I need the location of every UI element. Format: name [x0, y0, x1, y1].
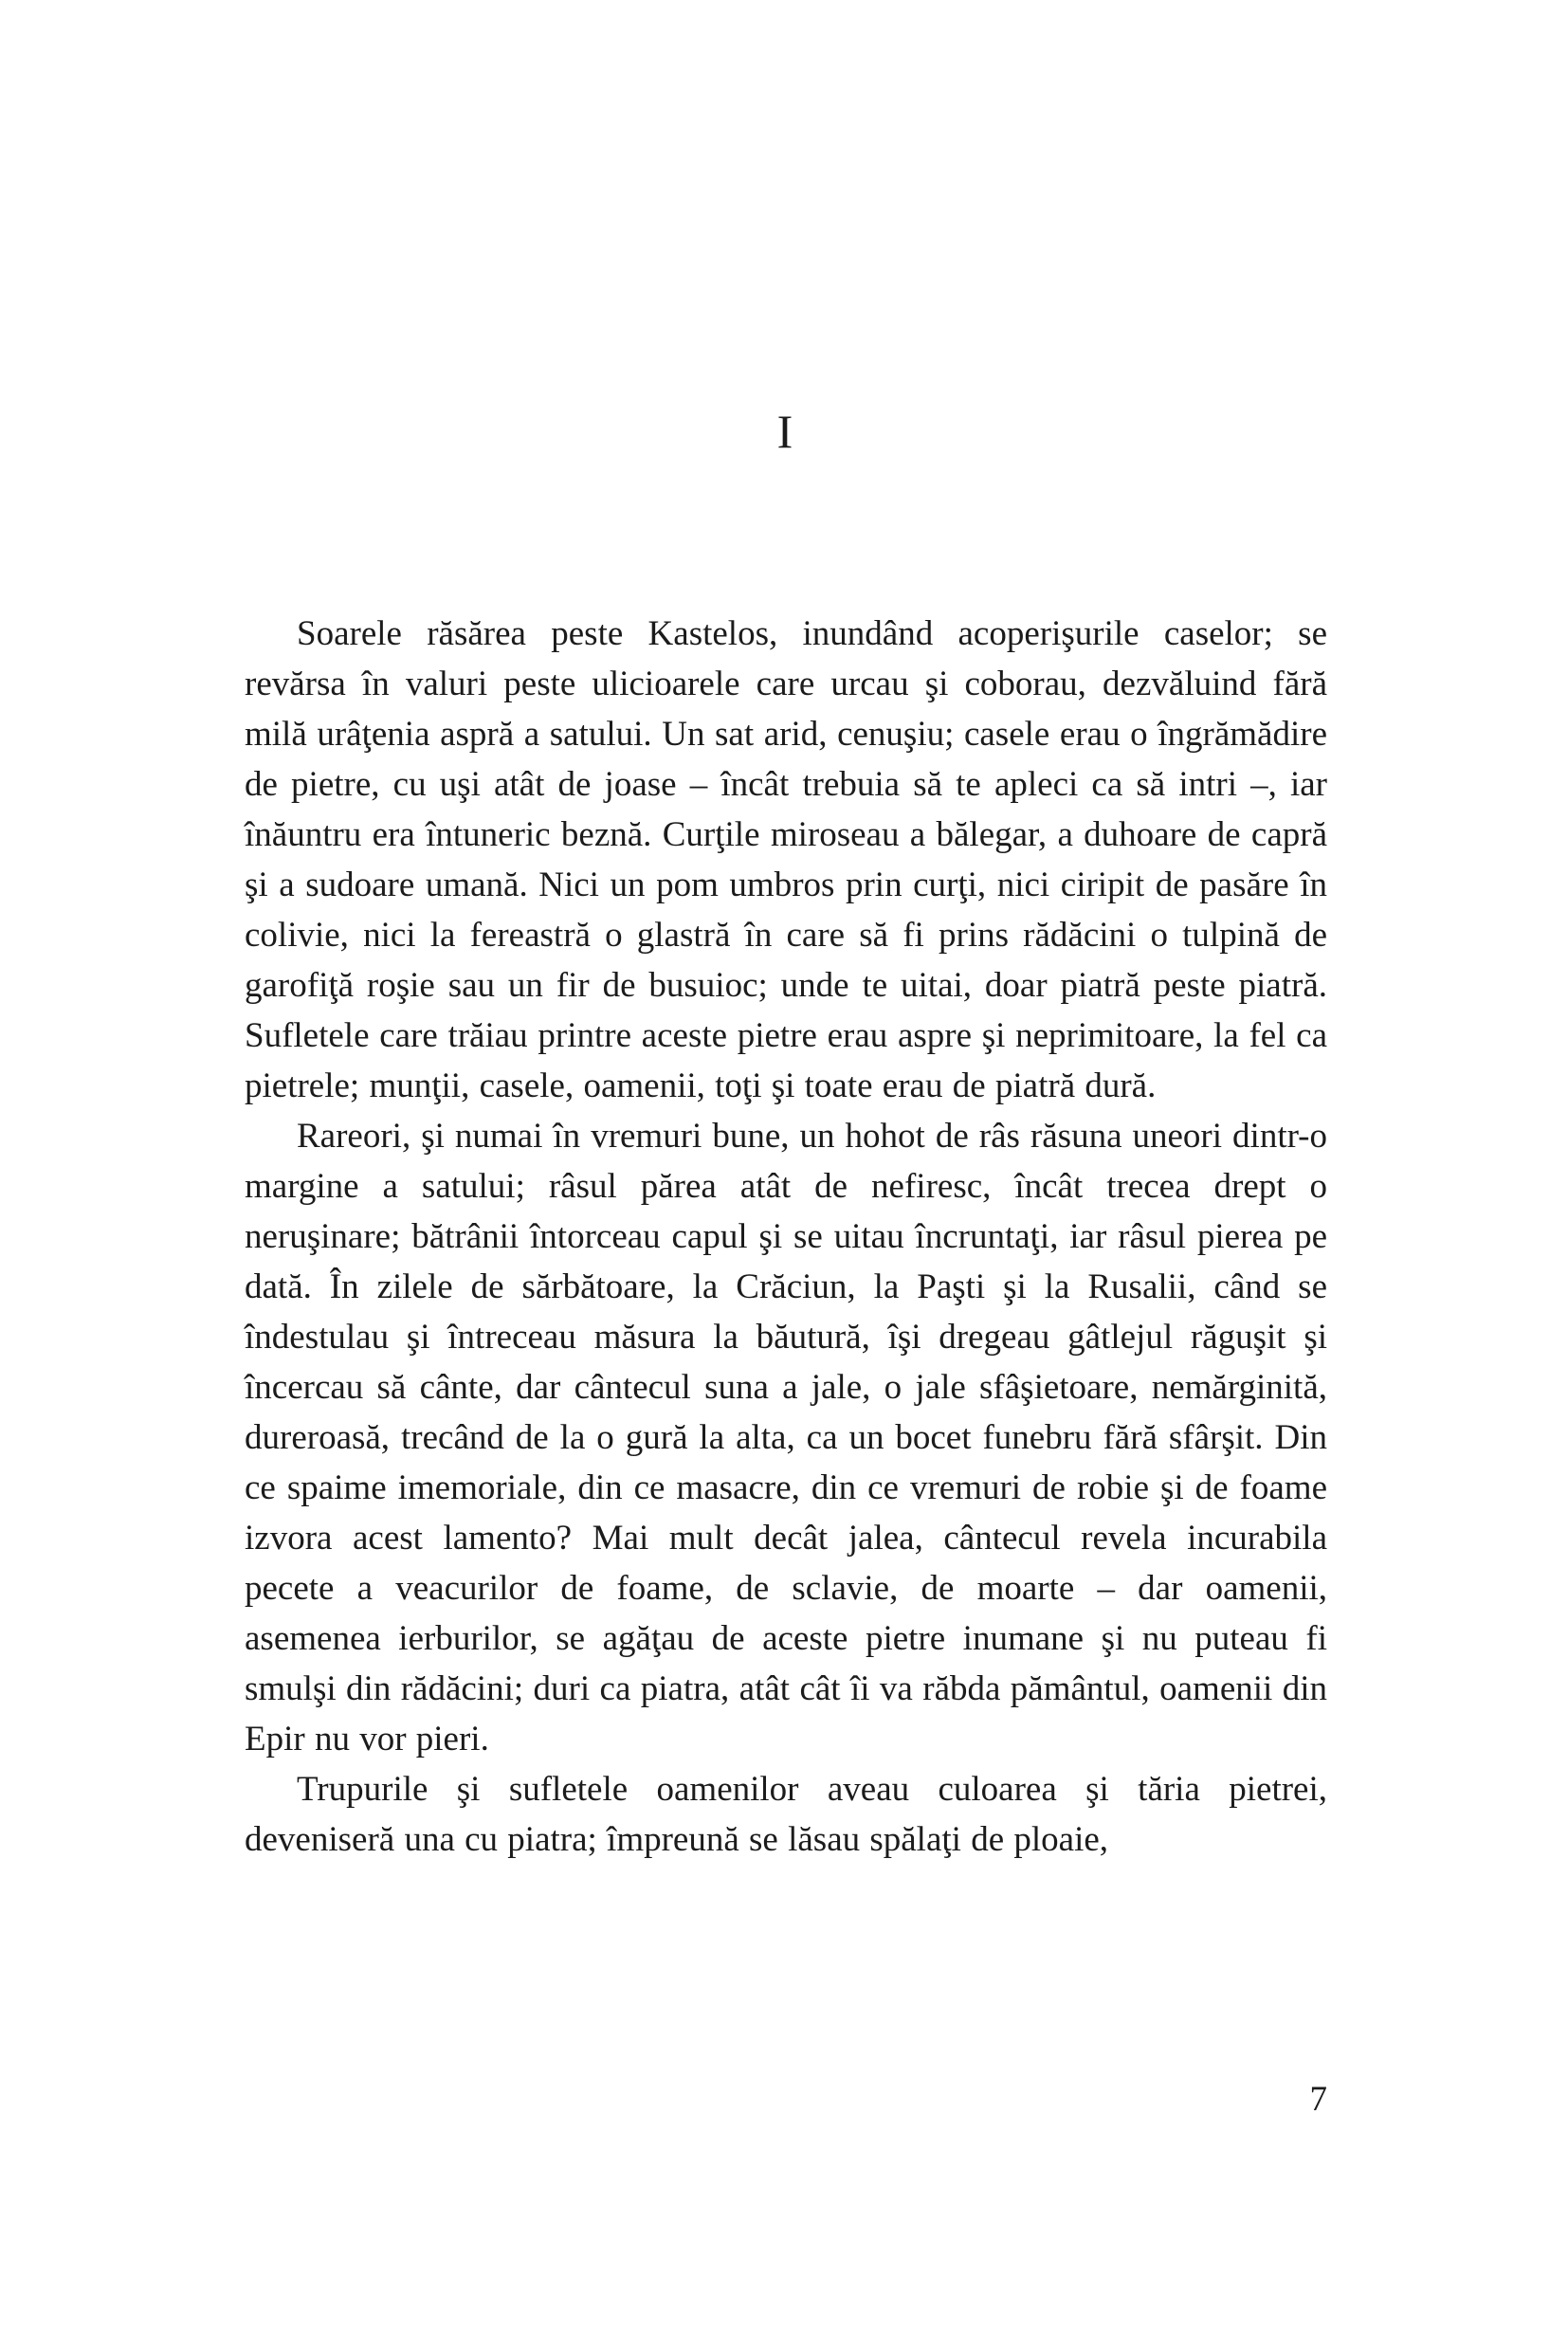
- body-text: [245, 609, 1327, 1865]
- paragraph: Soarele răsărea peste Kastelos, inundând acoperişurile caselor; se revărsa în valuri peste ulicioarele care urcau şi coborau, dezvăluind fără milă urâţenia aspră a satului. Un sat arid, cenuşiu; casele erau o îngrămădire de pietre, cu uşi atât de joase – încât trebuia să te apleci ca să intri –, iar înăuntru era întuneric beznă. Curţile miroseau a bălegar, a duhoare de capră şi a sudoare umană. Nici un pom umbros prin curţi, nici ciripit de pasăre în colivie, nici la fereastră o glastră în care să fi prins rădăcini o tulpină de garofiţă roşie sau un fir de busuioc; unde te uitai, doar piatră peste piatră. Sufletele care trăiau printre aceste pietre erau aspre şi neprimitoare, la fel ca pietrele; munţii, casele, oamenii, toţi şi toate erau de piatră dură.: [245, 614, 1327, 1105]
- paragraph: Rareori, şi numai în vremuri bune, un hohot de râs răsuna uneori dintr-o margine a satului; râsul părea atât de nefiresc, încât trecea drept o neruşinare; bătrânii întorceau capul şi se uitau încruntaţi, iar râsul pierea pe dată. În zilele de sărbătoare, la Crăciun, la Paşti şi la Rusalii, când se îndestulau şi întreceau măsura la băutură, îşi dregeau gâtlejul răguşit şi încercau să cânte, dar cântecul suna a jale, o jale sfâşietoare, nemărginită, dureroasă, trecând de la o gură la alta, ca un bocet funebru fără sfârşit. Din ce spaime imemoriale, din ce masacre, din ce vremuri de robie şi de foame izvora acest lamento? Mai mult decât jalea, cântecul revela incurabila pecete a veacurilor de foame, de sclavie, de moarte – dar oamenii, asemenea ierburilor, se agăţau de aceste pietre inumane şi nu puteau fi smulşi din rădăcini; duri ca piatra, atât cât îi va răbda pământul, oamenii din Epir nu vor pieri.: [245, 1117, 1327, 1759]
- chapter-heading: I: [776, 405, 795, 458]
- paragraph: Trupurile şi sufletele oamenilor aveau culoarea şi tăria pietrei, deveniseră una cu piatra; împreună se lăsau spălaţi de ploaie,: [245, 1770, 1327, 1859]
- page-number: 7: [1309, 2080, 1327, 2119]
- text-block: [245, 405, 1327, 1865]
